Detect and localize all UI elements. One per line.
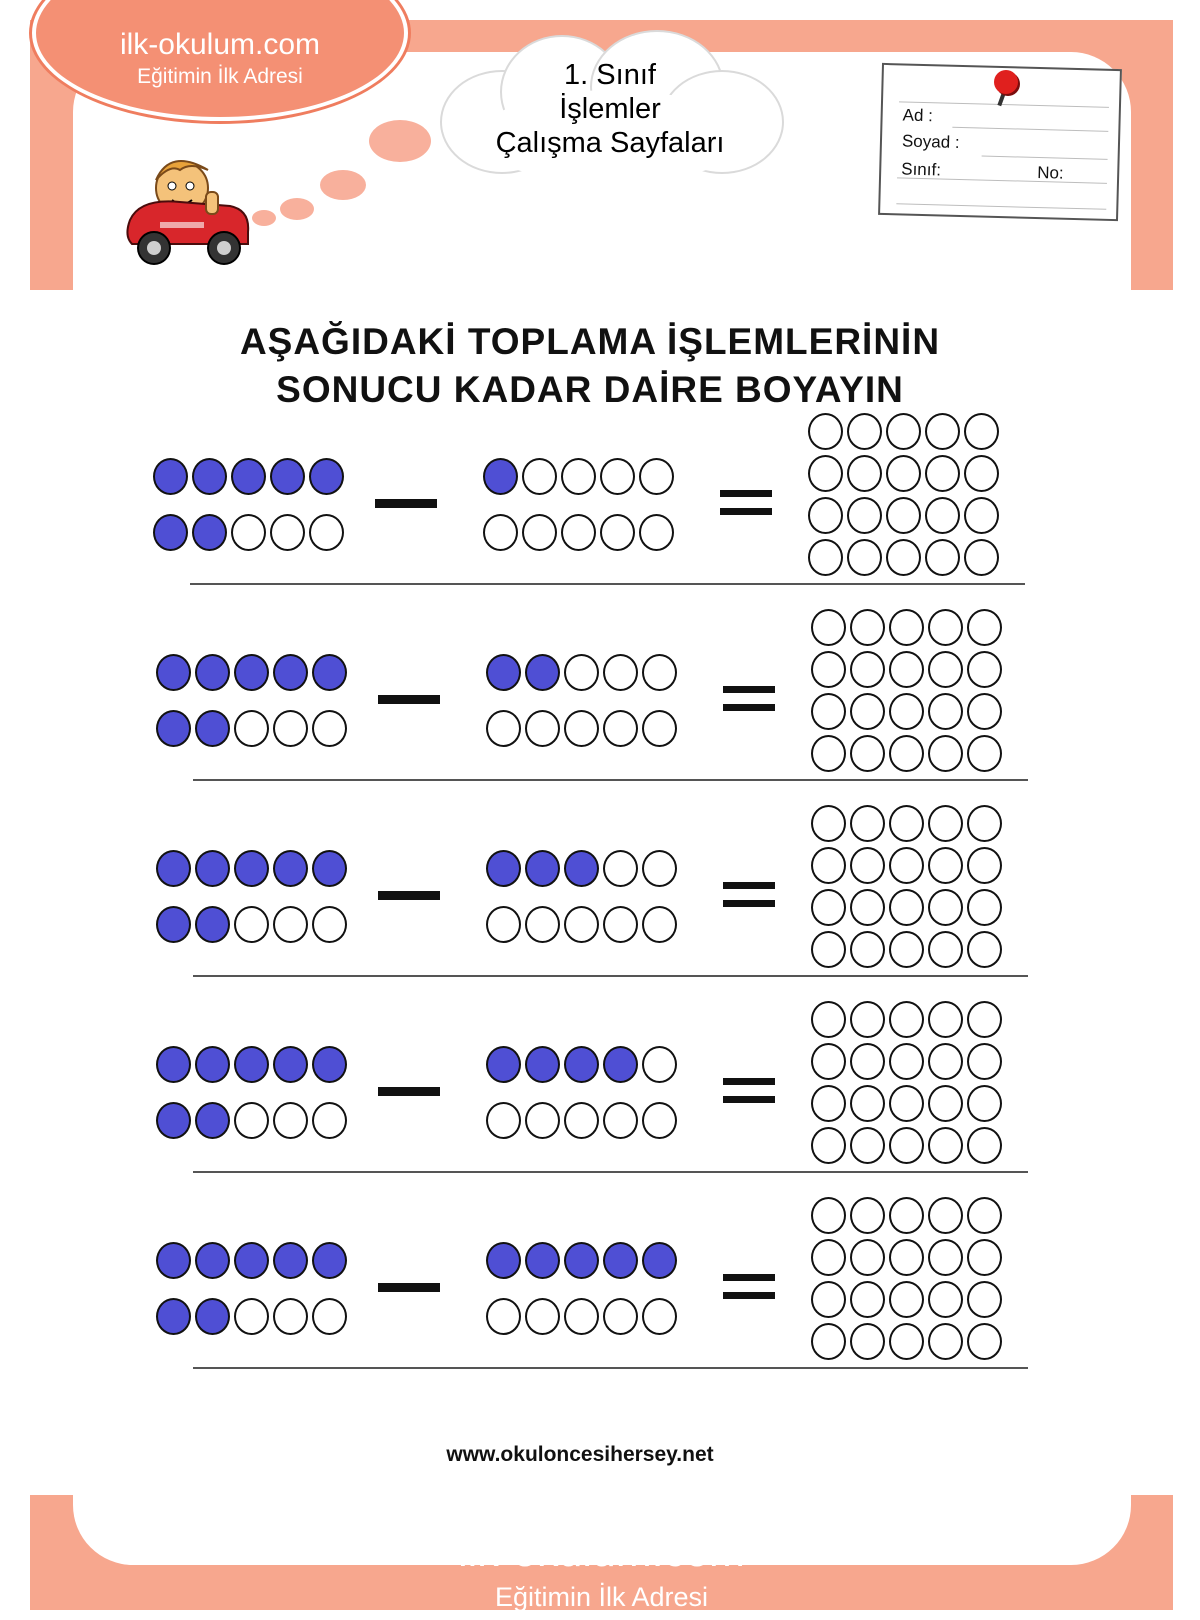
row-separator: [193, 1171, 1028, 1173]
answer-circle[interactable]: [889, 1085, 924, 1122]
equals-bar: [723, 1274, 775, 1281]
answer-circle[interactable]: [928, 1043, 963, 1080]
answer-circle[interactable]: [967, 847, 1002, 884]
answer-circle[interactable]: [967, 1043, 1002, 1080]
subtrahend-circle: [483, 514, 518, 551]
equals-bar: [723, 704, 775, 711]
card-no-label: No:: [1036, 162, 1064, 183]
answer-circle[interactable]: [811, 1197, 846, 1234]
title-line: SONUCU KADAR DAİRE BOYAYIN: [276, 369, 904, 410]
card-ad-label: Ad :: [902, 105, 934, 126]
subtrahend-circle: [603, 1102, 638, 1139]
answer-circle[interactable]: [889, 1281, 924, 1318]
minuend-circle: [312, 654, 347, 691]
minuend-circle: [312, 1046, 347, 1083]
answer-circle[interactable]: [925, 413, 960, 450]
minuend-circle: [270, 514, 305, 551]
subtrahend-circle: [564, 1046, 599, 1083]
subtrahend-circle: [525, 850, 560, 887]
answer-circle[interactable]: [811, 1043, 846, 1080]
answer-circle[interactable]: [889, 805, 924, 842]
answer-circle[interactable]: [850, 735, 885, 772]
minuend-circle: [312, 906, 347, 943]
cloud-dot: [367, 118, 433, 164]
answer-circle[interactable]: [850, 1043, 885, 1080]
answer-circle[interactable]: [967, 1085, 1002, 1122]
answer-circle[interactable]: [889, 735, 924, 772]
answer-circle[interactable]: [850, 805, 885, 842]
row-separator: [193, 975, 1028, 977]
answer-circle[interactable]: [889, 1001, 924, 1038]
minuend-circle: [156, 1102, 191, 1139]
answer-circle[interactable]: [964, 413, 999, 450]
answer-circle[interactable]: [967, 735, 1002, 772]
minuend-circle: [234, 1046, 269, 1083]
answer-circle[interactable]: [889, 889, 924, 926]
footer-subtitle: Eğitimin İlk Adresi: [494, 1582, 709, 1612]
logo-subtitle: Eğitimin İlk Adresi: [137, 65, 303, 88]
pushpin-icon: [994, 70, 1018, 94]
subtrahend-circle: [525, 1298, 560, 1335]
cloud-line: İşlemler: [559, 93, 661, 125]
car-cartoon-icon: [120, 140, 260, 270]
answer-circle[interactable]: [967, 1001, 1002, 1038]
equals-bar: [720, 508, 772, 515]
subtrahend-circle: [522, 458, 557, 495]
answer-circle[interactable]: [889, 847, 924, 884]
card-soyad-label: Soyad :: [901, 131, 960, 152]
minuend-circle: [153, 458, 188, 495]
equals-bar: [720, 490, 772, 497]
subtrahend-circle: [603, 710, 638, 747]
answer-circle[interactable]: [847, 497, 882, 534]
minuend-circle: [195, 906, 230, 943]
answer-circle[interactable]: [847, 455, 882, 492]
answer-circle[interactable]: [808, 497, 843, 534]
minuend-circle: [312, 850, 347, 887]
answer-circle[interactable]: [850, 1197, 885, 1234]
answer-circle[interactable]: [889, 1127, 924, 1164]
minuend-circle: [192, 514, 227, 551]
minuend-circle: [156, 654, 191, 691]
subtrahend-circle: [525, 1242, 560, 1279]
answer-circle[interactable]: [928, 931, 963, 968]
minuend-circle: [156, 1046, 191, 1083]
subtrahend-circle: [600, 514, 635, 551]
footer-title: ilk-okulum.com: [458, 1528, 745, 1576]
answer-circle[interactable]: [850, 693, 885, 730]
subtrahend-circle: [603, 1046, 638, 1083]
minuend-circle: [192, 458, 227, 495]
subtrahend-circle: [603, 1242, 638, 1279]
minuend-circle: [273, 654, 308, 691]
answer-circle[interactable]: [925, 539, 960, 576]
answer-circle[interactable]: [928, 1239, 963, 1276]
answer-circle[interactable]: [967, 1197, 1002, 1234]
answer-circle[interactable]: [889, 609, 924, 646]
minuend-circle: [273, 850, 308, 887]
answer-circle[interactable]: [811, 1001, 846, 1038]
answer-circle[interactable]: [808, 455, 843, 492]
answer-circle[interactable]: [850, 1127, 885, 1164]
title-line: AŞAĞIDAKİ TOPLAMA İŞLEMLERİNİN: [239, 321, 941, 362]
minuend-circle: [156, 710, 191, 747]
answer-circle[interactable]: [850, 1281, 885, 1318]
subtrahend-circle: [564, 1298, 599, 1335]
answer-circle[interactable]: [808, 413, 843, 450]
website-url: www.okuloncesihersey.net: [446, 1443, 714, 1466]
answer-circle[interactable]: [964, 497, 999, 534]
answer-circle[interactable]: [967, 1239, 1002, 1276]
answer-circle[interactable]: [811, 1239, 846, 1276]
subtrahend-circle: [603, 906, 638, 943]
minus-sign: [378, 1087, 440, 1096]
minus-sign: [375, 499, 437, 508]
answer-circle[interactable]: [928, 693, 963, 730]
subtrahend-circle: [486, 1298, 521, 1335]
subtrahend-circle: [486, 654, 521, 691]
answer-circle[interactable]: [967, 805, 1002, 842]
answer-circle[interactable]: [886, 497, 921, 534]
answer-circle[interactable]: [928, 805, 963, 842]
subtrahend-circle: [525, 1046, 560, 1083]
logo-title: ilk-okulum.com: [119, 28, 321, 61]
minuend-circle: [273, 1242, 308, 1279]
minuend-circle: [270, 458, 305, 495]
answer-circle[interactable]: [808, 539, 843, 576]
answer-circle[interactable]: [967, 1281, 1002, 1318]
answer-circle[interactable]: [925, 455, 960, 492]
answer-circle[interactable]: [889, 1323, 924, 1360]
subtrahend-circle: [564, 906, 599, 943]
subtrahend-circle: [603, 1298, 638, 1335]
answer-circle[interactable]: [967, 609, 1002, 646]
minuend-circle: [234, 1242, 269, 1279]
minuend-circle: [234, 1298, 269, 1335]
answer-circle[interactable]: [811, 889, 846, 926]
equals-bar: [723, 900, 775, 907]
minuend-circle: [195, 1298, 230, 1335]
subtrahend-circle: [486, 710, 521, 747]
subtrahend-circle: [486, 1046, 521, 1083]
row-separator: [190, 583, 1025, 585]
minuend-circle: [234, 1102, 269, 1139]
minuend-circle: [231, 458, 266, 495]
answer-circle[interactable]: [928, 1001, 963, 1038]
subtrahend-circle: [564, 654, 599, 691]
answer-circle[interactable]: [850, 1085, 885, 1122]
cloud-line: Çalışma Sayfaları: [495, 127, 725, 159]
equals-bar: [723, 1096, 775, 1103]
answer-circle[interactable]: [850, 651, 885, 688]
minuend-circle: [309, 514, 344, 551]
answer-circle[interactable]: [928, 1281, 963, 1318]
header-cover: [30, 290, 1173, 300]
minuend-circle: [234, 850, 269, 887]
answer-circle[interactable]: [967, 693, 1002, 730]
answer-circle[interactable]: [850, 847, 885, 884]
subtrahend-circle: [522, 514, 557, 551]
minuend-circle: [273, 1046, 308, 1083]
answer-circle[interactable]: [811, 651, 846, 688]
answer-circle[interactable]: [886, 413, 921, 450]
subtrahend-circle: [639, 458, 674, 495]
page-title: [130, 318, 1050, 414]
minus-sign: [378, 1283, 440, 1292]
answer-circle[interactable]: [964, 455, 999, 492]
subtrahend-circle: [486, 850, 521, 887]
minuend-circle: [195, 850, 230, 887]
row-separator: [193, 1367, 1028, 1369]
subtrahend-circle: [525, 1102, 560, 1139]
answer-circle[interactable]: [928, 651, 963, 688]
minus-sign: [378, 891, 440, 900]
answer-circle[interactable]: [967, 931, 1002, 968]
answer-circle[interactable]: [889, 693, 924, 730]
answer-circle[interactable]: [928, 1197, 963, 1234]
answer-circle[interactable]: [928, 847, 963, 884]
subtrahend-circle: [486, 1242, 521, 1279]
answer-circle[interactable]: [925, 497, 960, 534]
answer-circle[interactable]: [811, 693, 846, 730]
minuend-circle: [156, 850, 191, 887]
answer-circle[interactable]: [889, 651, 924, 688]
subtrahend-circle: [561, 458, 596, 495]
minuend-circle: [273, 1102, 308, 1139]
row-separator: [193, 779, 1028, 781]
answer-circle[interactable]: [847, 413, 882, 450]
subtrahend-circle: [564, 1102, 599, 1139]
minuend-circle: [156, 1242, 191, 1279]
cloud-dot: [278, 196, 316, 222]
subtrahend-circle: [642, 1298, 677, 1335]
minuend-circle: [312, 710, 347, 747]
answer-circle[interactable]: [928, 889, 963, 926]
minuend-circle: [156, 906, 191, 943]
answer-circle[interactable]: [847, 539, 882, 576]
answer-circle[interactable]: [886, 455, 921, 492]
minuend-circle: [195, 1242, 230, 1279]
answer-circle[interactable]: [811, 1085, 846, 1122]
answer-circle[interactable]: [850, 1239, 885, 1276]
answer-circle[interactable]: [886, 539, 921, 576]
cloud-dot: [318, 168, 368, 202]
subtrahend-circle: [564, 710, 599, 747]
subtrahend-circle: [603, 654, 638, 691]
answer-circle[interactable]: [889, 1043, 924, 1080]
equals-bar: [723, 882, 775, 889]
answer-circle[interactable]: [967, 1127, 1002, 1164]
subtrahend-circle: [639, 514, 674, 551]
answer-circle[interactable]: [889, 1197, 924, 1234]
minuend-circle: [273, 1298, 308, 1335]
minuend-circle: [234, 906, 269, 943]
minuend-circle: [195, 710, 230, 747]
answer-circle[interactable]: [964, 539, 999, 576]
subtrahend-circle: [642, 850, 677, 887]
answer-circle[interactable]: [850, 1323, 885, 1360]
subtrahend-circle: [486, 906, 521, 943]
subtrahend-circle: [642, 906, 677, 943]
answer-circle[interactable]: [811, 931, 846, 968]
subtrahend-circle: [642, 1046, 677, 1083]
card-sinif-label: Sınıf:: [901, 159, 942, 180]
answer-circle[interactable]: [850, 609, 885, 646]
answer-circle[interactable]: [928, 735, 963, 772]
answer-circle[interactable]: [811, 1281, 846, 1318]
answer-circle[interactable]: [967, 651, 1002, 688]
answer-circle[interactable]: [811, 1323, 846, 1360]
minuend-circle: [273, 710, 308, 747]
subtrahend-circle: [483, 458, 518, 495]
minuend-circle: [312, 1242, 347, 1279]
subtrahend-circle: [561, 514, 596, 551]
minuend-circle: [195, 1046, 230, 1083]
minuend-circle: [195, 1102, 230, 1139]
answer-circle[interactable]: [811, 609, 846, 646]
answer-circle[interactable]: [928, 609, 963, 646]
equals-bar: [723, 1292, 775, 1299]
answer-circle[interactable]: [850, 931, 885, 968]
minuend-circle: [234, 654, 269, 691]
minus-sign: [378, 695, 440, 704]
minuend-circle: [273, 906, 308, 943]
answer-circle[interactable]: [811, 735, 846, 772]
minuend-circle: [153, 514, 188, 551]
subtrahend-circle: [525, 710, 560, 747]
subtrahend-circle: [525, 654, 560, 691]
subtrahend-circle: [564, 1242, 599, 1279]
subtrahend-circle: [525, 906, 560, 943]
equals-bar: [723, 686, 775, 693]
answer-circle[interactable]: [967, 1323, 1002, 1360]
minuend-circle: [156, 1298, 191, 1335]
answer-circle[interactable]: [850, 1001, 885, 1038]
answer-circle[interactable]: [811, 805, 846, 842]
subtrahend-circle: [642, 1242, 677, 1279]
answer-circle[interactable]: [850, 889, 885, 926]
cloud-text: [440, 58, 780, 160]
subtrahend-circle: [564, 850, 599, 887]
answer-circle[interactable]: [928, 1323, 963, 1360]
answer-circle[interactable]: [889, 931, 924, 968]
answer-circle[interactable]: [928, 1127, 963, 1164]
minuend-circle: [231, 514, 266, 551]
answer-circle[interactable]: [811, 1127, 846, 1164]
subtrahend-circle: [642, 1102, 677, 1139]
answer-circle[interactable]: [967, 889, 1002, 926]
answer-circle[interactable]: [928, 1085, 963, 1122]
minuend-circle: [312, 1102, 347, 1139]
subtrahend-circle: [486, 1102, 521, 1139]
subtrahend-circle: [603, 850, 638, 887]
answer-circle[interactable]: [811, 847, 846, 884]
cloud-line: 1. Sınıf: [564, 59, 656, 91]
minuend-circle: [309, 458, 344, 495]
minuend-circle: [195, 654, 230, 691]
minuend-circle: [312, 1298, 347, 1335]
subtrahend-circle: [600, 458, 635, 495]
equals-bar: [723, 1078, 775, 1085]
subtrahend-circle: [642, 654, 677, 691]
minuend-circle: [234, 710, 269, 747]
subtrahend-circle: [642, 710, 677, 747]
answer-circle[interactable]: [889, 1239, 924, 1276]
